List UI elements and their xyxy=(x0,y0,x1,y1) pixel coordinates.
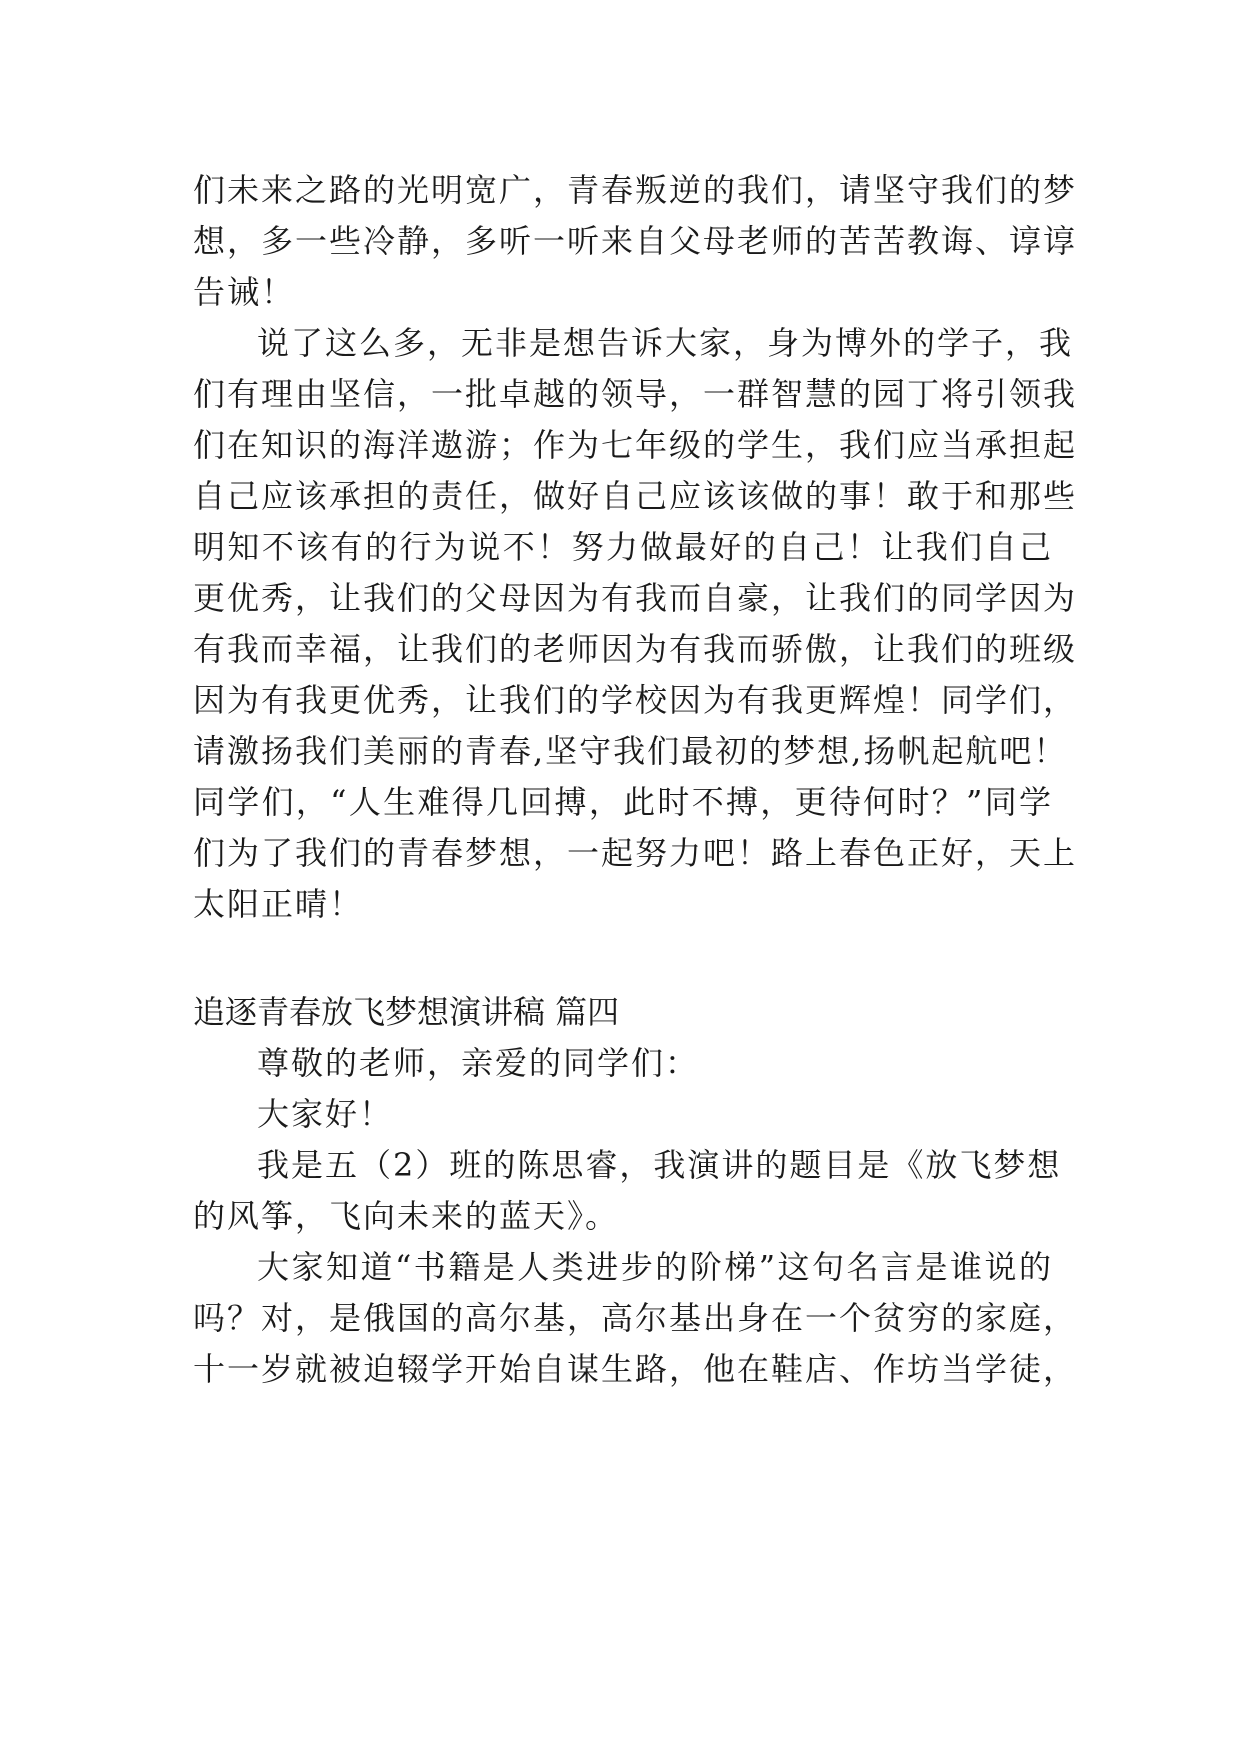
text-line: 告诫！ xyxy=(193,273,296,311)
greeting: 大家好！ xyxy=(257,1095,394,1133)
text-line: 同学们，“人生难得几回搏，此时不搏，更待何时？”同学 xyxy=(193,783,1053,821)
text-line: 更优秀，让我们的父母因为有我而自豪，让我们的同学因为 xyxy=(193,579,1078,617)
text-line: 想，多一些冷静，多听一听来自父母老师的苦苦教诲、谆谆 xyxy=(193,222,1078,260)
salutation: 尊敬的老师，亲爱的同学们： xyxy=(257,1044,700,1082)
paragraph-first-line: 说了这么多，无非是想告诉大家，身为博外的学子，我 xyxy=(257,324,1074,362)
text-line: 自己应该承担的责任，做好自己应该该做的事！敢于和那些 xyxy=(193,477,1078,515)
text-line: 们在知识的海洋遨游；作为七年级的学生，我们应当承担起 xyxy=(193,426,1078,464)
paragraph-first-line: 大家知道“书籍是人类进步的阶梯”这句名言是谁说的 xyxy=(257,1248,1053,1286)
text-line: 太阳正晴！ xyxy=(193,885,364,923)
text-line: 有我而幸福，让我们的老师因为有我而骄傲，让我们的班级 xyxy=(193,630,1078,668)
text-line: 们未来之路的光明宽广，青春叛逆的我们，请坚守我们的梦 xyxy=(193,171,1078,209)
text-line: 们有理由坚信，一批卓越的领导，一群智慧的园丁将引领我 xyxy=(193,375,1078,413)
paragraph-first-line: 我是五（2）班的陈思睿，我演讲的题目是《放飞梦想 xyxy=(257,1146,1062,1184)
text-line: 的风筝，飞向未来的蓝天》。 xyxy=(193,1197,620,1235)
text-line: 十一岁就被迫辍学开始自谋生路，他在鞋店、作坊当学徒， xyxy=(193,1350,1078,1388)
text-line: 因为有我更优秀，让我们的学校因为有我更辉煌！同学们， xyxy=(193,681,1078,719)
text-line: 请激扬我们美丽的青春,坚守我们最初的梦想,扬帆起航吧！ xyxy=(193,732,1068,770)
section-title: 追逐青春放飞梦想演讲稿 篇四 xyxy=(193,993,620,1031)
text-line: 明知不该有的行为说不！努力做最好的自己！让我们自己 xyxy=(193,528,1053,566)
text-line: 们为了我们的青春梦想，一起努力吧！路上春色正好，天上 xyxy=(193,834,1078,872)
text-line: 吗？对，是俄国的高尔基，高尔基出身在一个贫穷的家庭， xyxy=(193,1299,1078,1337)
